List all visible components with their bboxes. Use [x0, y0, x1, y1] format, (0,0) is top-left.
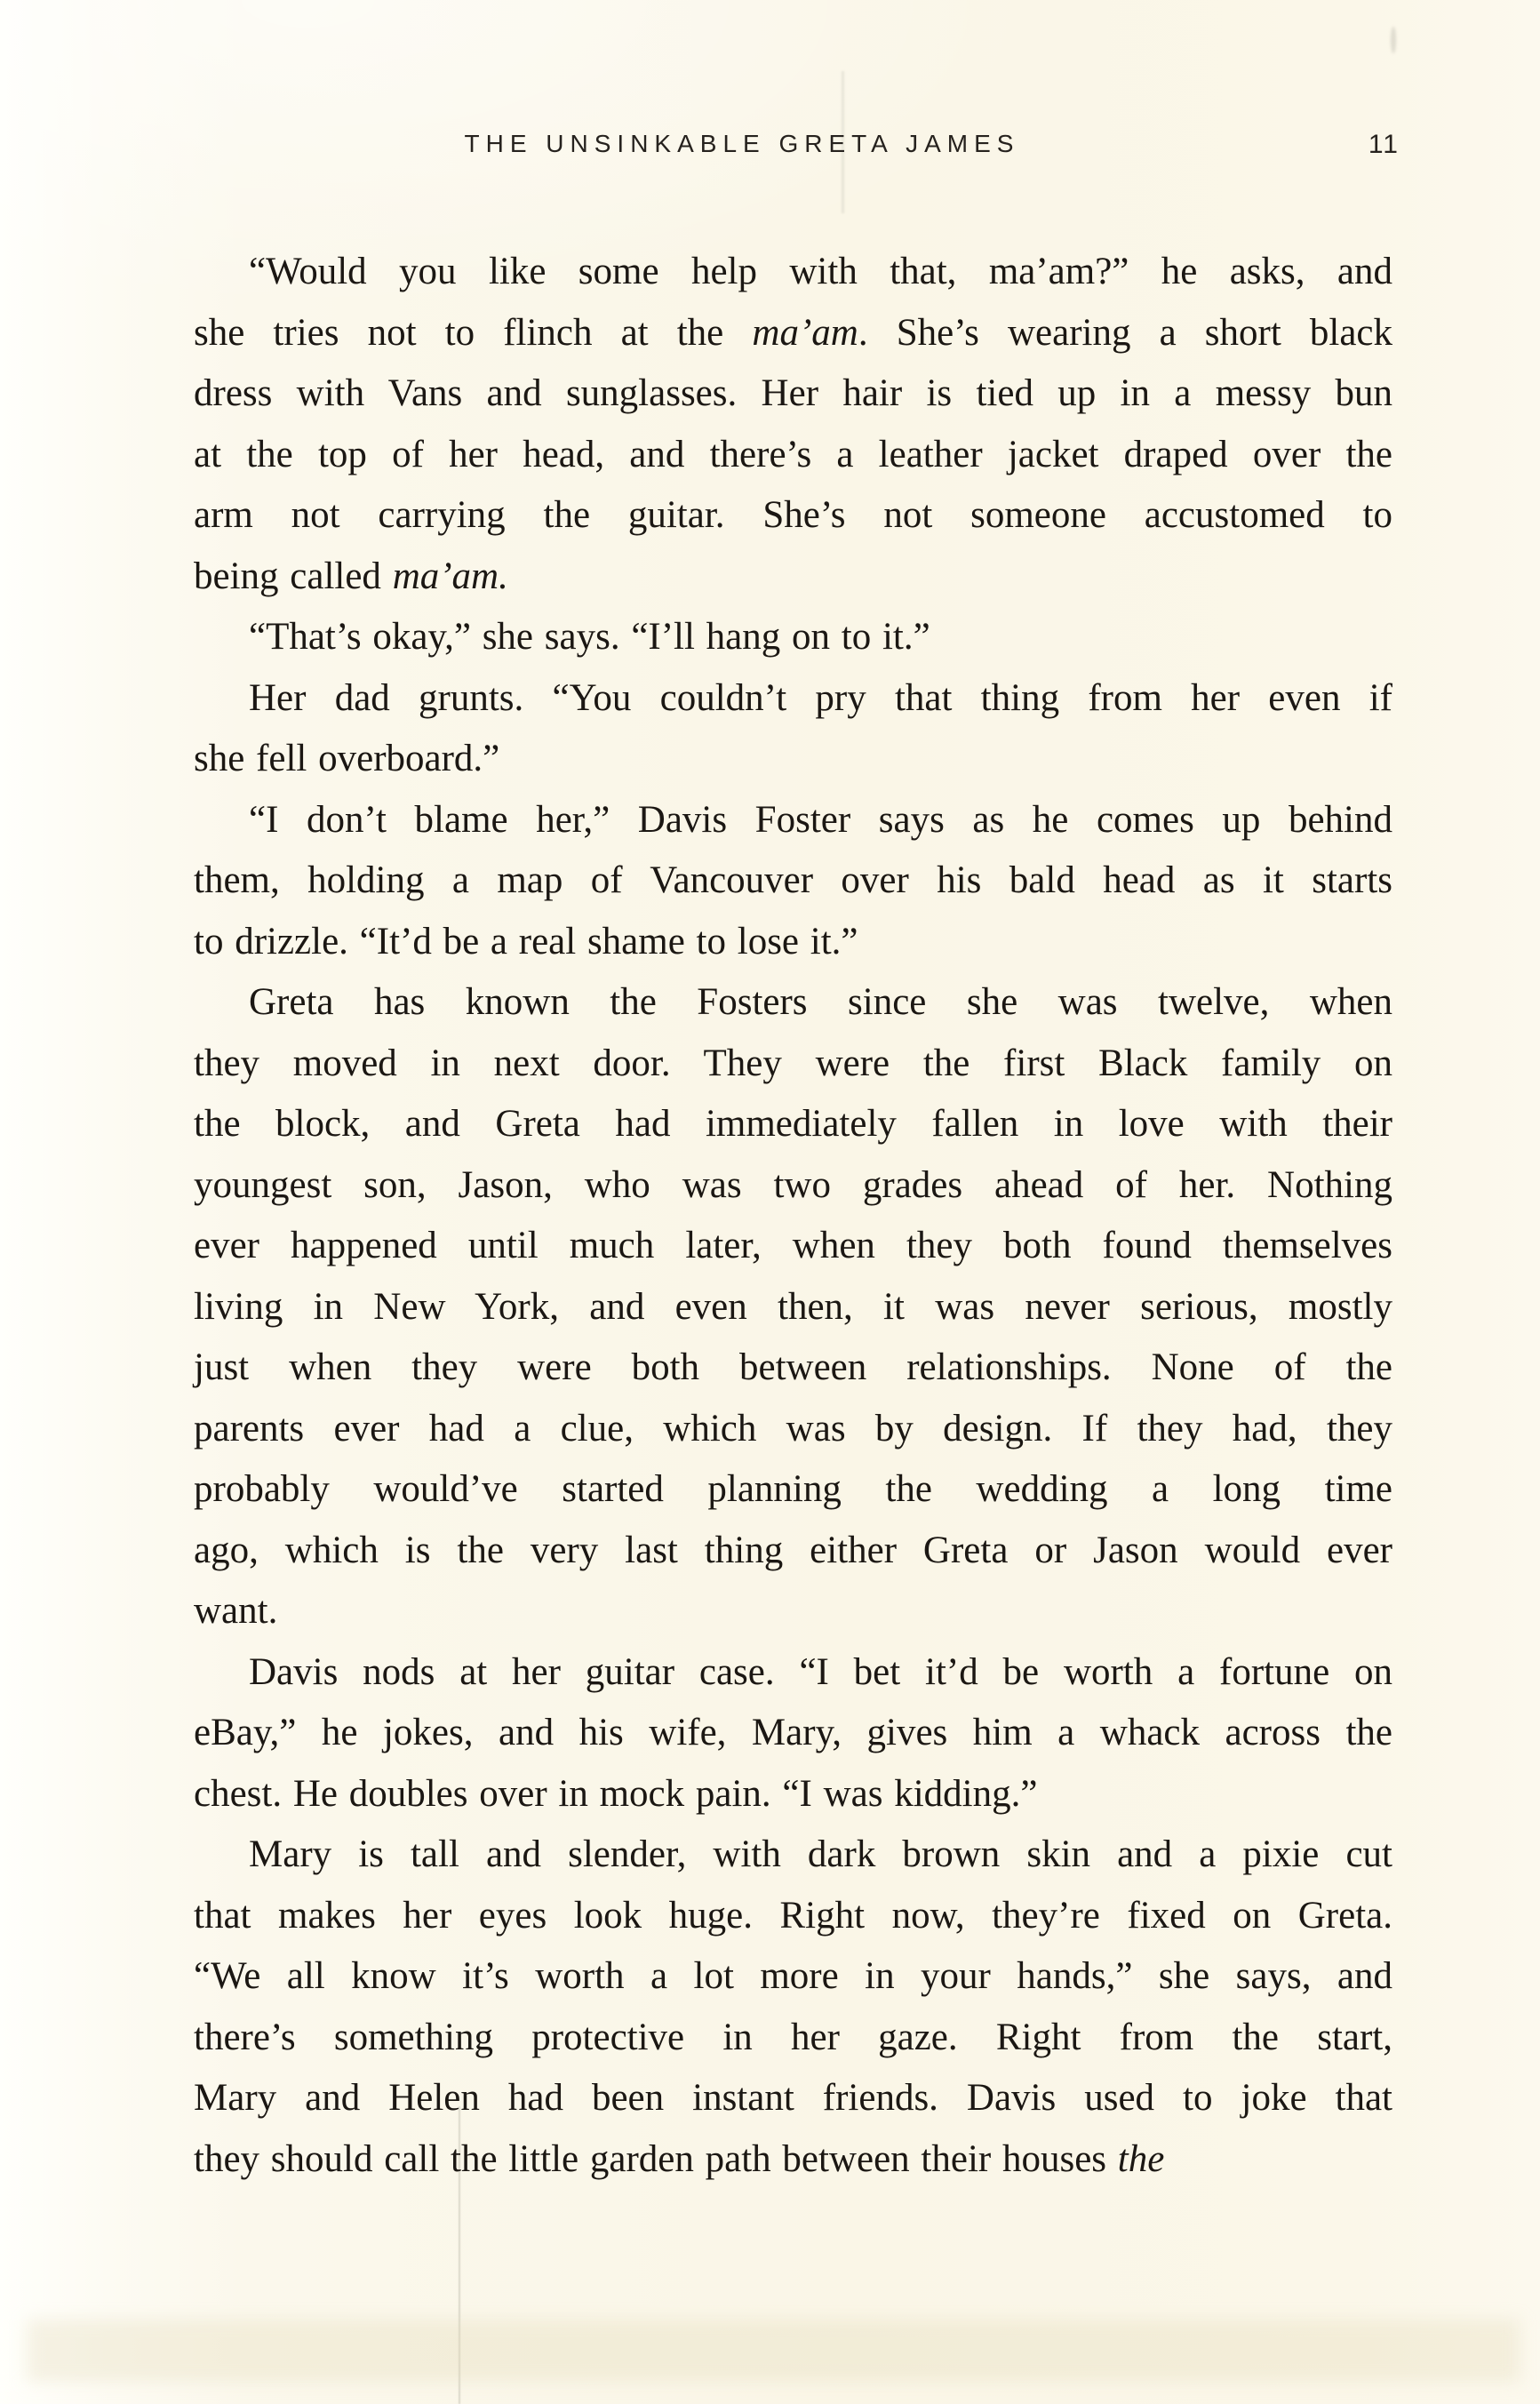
text-line	[194, 1155, 1392, 1217]
text-segment: ago, which is the very last thing either Greta or Jason would ever	[194, 1529, 1392, 1571]
text-segment: “That’s okay,” she says. “I’ll hang on to it.”	[249, 616, 930, 658]
text-line	[194, 1459, 1392, 1521]
text-segment: want.	[194, 1590, 278, 1632]
text-line	[194, 1521, 1392, 1582]
text-segment: there’s something protective in her gaze. Right from the start,	[194, 2016, 1392, 2058]
text-line	[194, 1642, 1392, 1704]
text-segment: “I don’t blame her,” Davis Foster says as he comes up behind	[249, 798, 1392, 841]
text-segment: chest. He doubles over in mock pain. “I was kidding.”	[194, 1772, 1038, 1815]
text-line	[194, 1399, 1392, 1460]
italic-text-segment: the	[1117, 2137, 1165, 2180]
text-line	[194, 425, 1392, 486]
text-line	[194, 972, 1392, 1034]
text-segment: living in New York, and even then, it was never serious, mostly	[194, 1285, 1392, 1328]
text-segment: them, holding a map of Vancouver over his bald head as it starts	[194, 859, 1392, 901]
text-line	[194, 1825, 1392, 1886]
text-line	[194, 2008, 1392, 2069]
text-segment: the block, and Greta had immediately fallen in love with their	[194, 1103, 1392, 1145]
text-segment: dress with Vans and sunglasses. Her hair is tied up in a messy bun	[194, 372, 1392, 414]
text-line	[194, 2068, 1392, 2129]
text-line	[194, 1216, 1392, 1277]
scan-smudge-artifact	[1391, 27, 1396, 53]
page-number: 11	[1368, 130, 1400, 159]
text-segment: Mary and Helen had been instant friends. Davis used to joke that	[194, 2077, 1392, 2119]
text-segment: she fell overboard.”	[194, 738, 500, 779]
text-segment: to drizzle. “It’d be a real shame to lose it.”	[194, 920, 858, 962]
text-line	[194, 485, 1392, 547]
text-line	[194, 1703, 1392, 1764]
italic-text-segment: ma’am	[752, 311, 858, 354]
running-header-title: THE UNSINKABLE GRETA JAMES	[464, 130, 1020, 157]
running-header	[0, 130, 1540, 169]
text-line	[194, 729, 1392, 790]
text-segment: eBay,” he jokes, and his wife, Mary, gives him a whack across the	[194, 1712, 1392, 1753]
text-segment: parents ever had a clue, which was by design. If they had, they	[194, 1407, 1392, 1450]
text-line	[194, 242, 1392, 303]
text-line	[194, 607, 1392, 668]
text-segment: she tries not to flinch at the	[194, 311, 753, 354]
text-segment: being called	[194, 555, 393, 597]
text-line	[194, 1581, 1392, 1642]
text-segment: they should call the little garden path between their houses	[194, 2137, 1118, 2180]
text-segment: ever happened until much later, when they both found themselves	[194, 1225, 1392, 1266]
body-text	[194, 242, 1392, 2190]
text-line	[194, 790, 1392, 851]
text-segment: probably would’ve started planning the wedding a long time	[194, 1468, 1392, 1510]
text-line	[194, 547, 1392, 608]
text-segment: that makes her eyes look huge. Right now, they’re fixed on Greta.	[194, 1894, 1392, 1937]
text-segment: they moved in next door. They were the first Black family on	[194, 1042, 1392, 1084]
text-line	[194, 1886, 1392, 1947]
text-line	[194, 1946, 1392, 2008]
text-segment: Greta has known the Fosters since she was twelve, when	[249, 981, 1392, 1023]
text-line	[194, 2129, 1392, 2191]
text-line	[194, 1094, 1392, 1155]
text-line	[194, 1034, 1392, 1095]
text-line	[194, 1764, 1392, 1825]
text-segment: Mary is tall and slender, with dark brown skin and a pixie cut	[249, 1833, 1392, 1875]
text-line	[194, 668, 1392, 730]
text-segment: arm not carrying the guitar. She’s not someone accustomed to	[194, 494, 1392, 536]
text-segment: at the top of her head, and there’s a leather jacket draped over the	[194, 433, 1392, 475]
text-segment: just when they were both between relationships. None of the	[194, 1346, 1392, 1388]
text-line	[194, 912, 1392, 973]
text-segment: . She’s wearing a short black	[858, 311, 1393, 354]
text-segment: “Would you like some help with that, ma’am?” he asks, and	[249, 251, 1392, 292]
text-segment: youngest son, Jason, who was two grades ahead of her. Nothing	[194, 1163, 1392, 1206]
text-segment: Davis nods at her guitar case. “I bet it’d be worth a fortune on	[249, 1650, 1392, 1693]
italic-text-segment: ma’am.	[392, 555, 508, 597]
scan-ghosting-artifact	[27, 2320, 1520, 2382]
text-segment: “We all know it’s worth a lot more in your hands,” she says, and	[194, 1955, 1392, 1997]
text-line	[194, 851, 1392, 912]
text-line	[194, 363, 1392, 425]
text-line	[194, 1277, 1392, 1338]
text-segment: Her dad grunts. “You couldn’t pry that thing from her even if	[249, 676, 1392, 719]
text-line	[194, 1338, 1392, 1399]
text-line	[194, 303, 1392, 364]
